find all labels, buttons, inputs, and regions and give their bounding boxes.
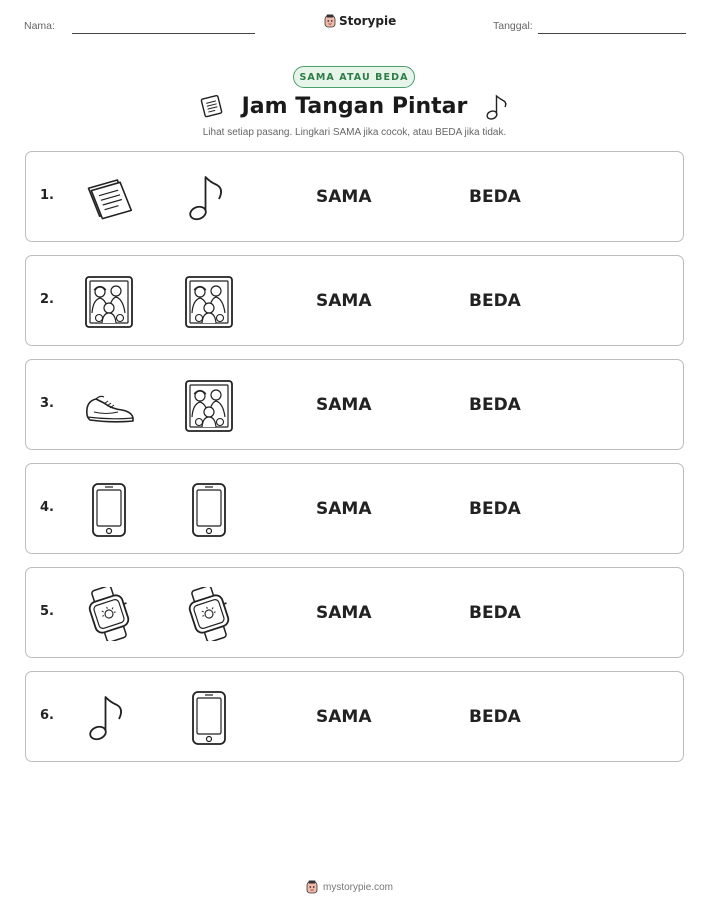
different-option[interactable]: BEDA	[469, 291, 521, 311]
pair-number: 3.	[40, 396, 54, 411]
music-note-icon	[483, 93, 511, 121]
smartphone-icon	[182, 483, 236, 537]
music-note-icon	[182, 171, 236, 225]
different-option[interactable]: BEDA	[469, 187, 521, 207]
smartwatch-icon	[82, 587, 136, 641]
pair-row	[25, 671, 684, 762]
name-line[interactable]	[72, 33, 255, 34]
smartphone-icon	[182, 691, 236, 745]
pair-row	[25, 255, 684, 346]
same-option[interactable]: SAMA	[316, 291, 372, 311]
same-option[interactable]: SAMA	[316, 499, 372, 519]
family-photo-icon	[182, 275, 236, 329]
same-option[interactable]: SAMA	[316, 187, 372, 207]
different-option[interactable]: BEDA	[469, 499, 521, 519]
pair-number: 2.	[40, 292, 54, 307]
pair-number: 5.	[40, 604, 54, 619]
smartphone-icon	[82, 483, 136, 537]
date-line[interactable]	[538, 33, 686, 34]
pair-number: 4.	[40, 500, 54, 515]
date-label: Tanggal:	[493, 20, 533, 32]
brand-logo	[324, 14, 396, 28]
brand-name: Storypie	[339, 14, 397, 28]
pair-row	[25, 567, 684, 658]
different-option[interactable]: BEDA	[469, 603, 521, 623]
instructions: Lihat setiap pasang. Lingkari SAMA jika cocok, atau BEDA jika tidak.	[202, 127, 507, 138]
pair-number: 1.	[40, 188, 54, 203]
pair-number: 6.	[40, 708, 54, 723]
footer-url[interactable]: mystorypie.com	[323, 881, 394, 893]
mascot-icon	[324, 14, 336, 28]
pair-row	[25, 151, 684, 242]
family-photo-icon	[182, 379, 236, 433]
pair-row	[25, 463, 684, 554]
different-option[interactable]: BEDA	[469, 707, 521, 727]
footer	[306, 880, 393, 894]
music-note-icon	[82, 691, 136, 745]
family-photo-icon	[82, 275, 136, 329]
pair-row	[25, 359, 684, 450]
same-option[interactable]: SAMA	[316, 603, 372, 623]
name-label: Nama:	[24, 20, 55, 32]
worksheet-type-badge: SAMA ATAU BEDA	[293, 66, 415, 88]
sneaker-icon	[82, 379, 136, 433]
page-title: Jam Tangan Pintar	[241, 94, 468, 119]
mascot-icon	[306, 880, 318, 894]
different-option[interactable]: BEDA	[469, 395, 521, 415]
smartwatch-icon	[182, 587, 236, 641]
notebook-icon	[82, 171, 136, 225]
same-option[interactable]: SAMA	[316, 707, 372, 727]
same-option[interactable]: SAMA	[316, 395, 372, 415]
